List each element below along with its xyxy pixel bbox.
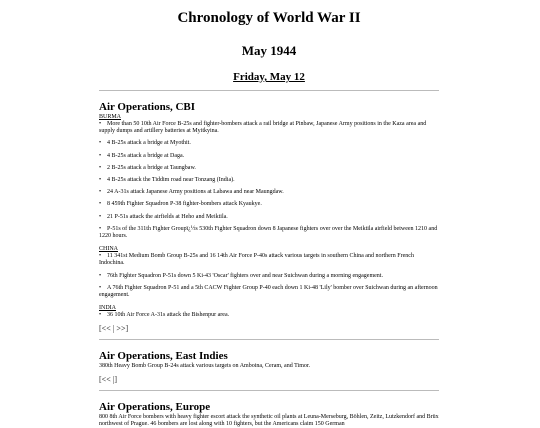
bullet-icon: • [99, 152, 102, 159]
nav-separator: | [112, 374, 115, 384]
bullet-icon: • [99, 164, 102, 171]
region-label-burma: BURMA [99, 114, 122, 120]
nav-links [99, 375, 439, 384]
bullet-icon: • [99, 284, 102, 291]
page-title: Chronology of World War II [177, 10, 361, 26]
list-item: • 4 B-25s attack a bridge at Myothit. [99, 140, 191, 147]
bullet-icon: • [99, 225, 102, 232]
region-label-india: INDIA [99, 305, 116, 312]
nav-bracket-open: [ [99, 374, 102, 384]
section-heading-europe: Air Operations, Europe [99, 400, 211, 413]
nav-bracket-open: [ [99, 324, 102, 334]
prev-link[interactable]: << [101, 374, 111, 384]
bullet-icon: • [99, 201, 102, 208]
india-list [99, 312, 439, 319]
bullet-icon: • [99, 189, 102, 196]
section-cbi [99, 101, 439, 333]
bullet-icon: • [99, 213, 102, 220]
bullet-icon: • [99, 121, 102, 127]
china-list [99, 253, 439, 299]
list-item: • A 76th Fighter Squadron P-51 and a 5th CACW Fighter Group P-40 each down 1 Ki-48 'Lily' bomber over Suichwan during an afternoon engagement. [99, 284, 438, 299]
section-text-europe: 800 8th Air Force bombers with heavy fighter escort attack the synthetic oil plants at Leuna-Merseburg, Böhlen, Zeitz, Lutzkendorf and Brüx northwest of Prague. 46 bombers are lost along with 10 fighters, but the Americans claim 150 German [99, 413, 439, 427]
list-item: • 24 A-31s attack Japanese Army positions at Labawa and near Maungdaw. [99, 189, 284, 196]
region-label-china: CHINA [99, 246, 118, 253]
prev-link[interactable]: << [101, 324, 111, 334]
date-link[interactable]: Friday, May 12 [233, 71, 305, 83]
nav-bracket-close: ] [114, 374, 118, 384]
bullet-icon: • [99, 253, 102, 260]
document-page [99, 9, 439, 428]
divider [99, 390, 439, 391]
month-heading: May 1944 [241, 43, 297, 58]
list-item: • P-51s of the 311th Fighter Groupï¿½s 530th Fighter Squadron down 8 Japanese fighters over over the Meiktila airfield between 1210 and 1220 hours. [99, 225, 438, 240]
list-item: • 4 B-25s attack the Tiddim road near Tonzang (India). [99, 177, 235, 184]
section-heading-cbi: Air Operations, CBI [99, 101, 196, 113]
section-east-indies [99, 350, 439, 383]
burma-list [99, 121, 439, 240]
bullet-icon: • [99, 272, 102, 279]
list-item: • 36 10th Air Force A-31s attack the Bishenpur area. [99, 312, 230, 319]
section-text-east-indies: 380th Heavy Bomb Group B-24s attack various targets on Amboina, Ceram, and Timor. [99, 363, 311, 370]
list-item: • 4 B-25s attack a bridge at Daga. [99, 152, 185, 159]
divider [99, 339, 439, 340]
list-item: • 21 P-51s attack the airfields at Heho and Meiktila. [99, 213, 228, 220]
list-item: • 8 459th Fighter Squadron P-38 fighter-bombers attack Kyaukye. [99, 201, 262, 208]
bullet-icon: • [99, 312, 102, 319]
list-item: • 11 341st Medium Bomb Group B-25s and 16 14th Air Force P-40s attack various targets in southern China and northern French Indochina. [99, 253, 414, 267]
nav-links [99, 324, 439, 333]
nav-separator: | [112, 324, 115, 334]
list-item: • 76th Fighter Squadron P-51s down 5 Ki-43 'Oscar' fighters over and near Suichwan during a morning engagement. [99, 272, 383, 279]
next-link[interactable]: >> [116, 324, 126, 334]
bullet-icon: • [99, 140, 102, 147]
section-heading-east-indies: Air Operations, East Indies [99, 350, 228, 363]
list-item: • 2 B-25s attack a bridge at Taungbaw. [99, 164, 196, 171]
bullet-icon: • [99, 177, 102, 184]
divider [99, 90, 439, 91]
nav-bracket-close: ] [125, 324, 129, 334]
list-item: • More than 50 10th Air Force B-25s and fighter-bombers attack a rail bridge at Pinbaw, Japanese Army positions in the Kaza area and supply dumps and artillery batteries at Myitkyina. [99, 121, 427, 135]
